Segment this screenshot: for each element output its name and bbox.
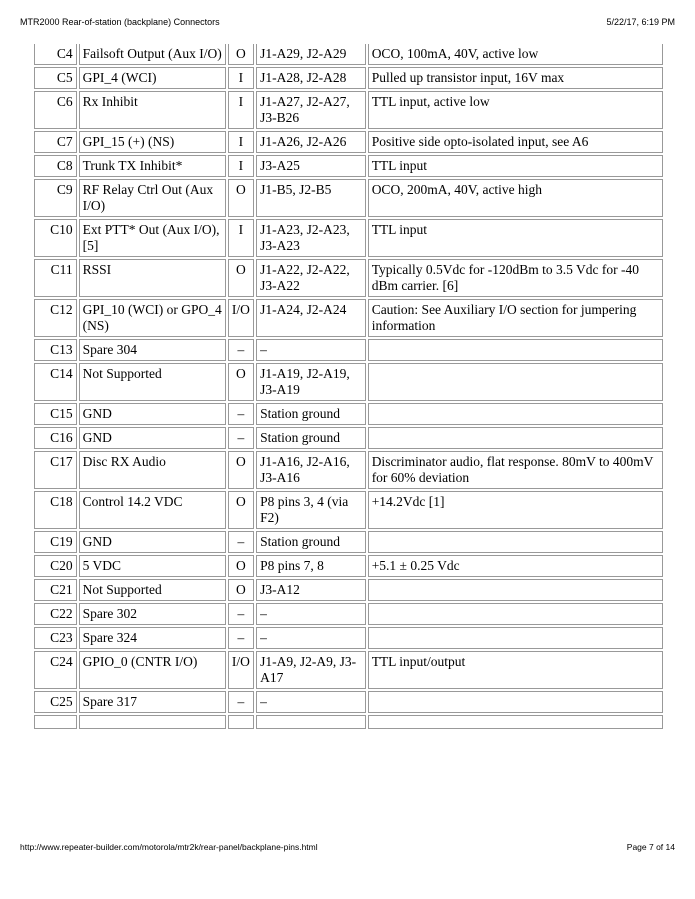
direction-cell: – <box>228 427 254 449</box>
table-row <box>34 179 663 217</box>
pin-cell: C13 <box>34 339 77 361</box>
table-row <box>34 555 663 577</box>
pin-table-body <box>34 44 663 729</box>
table-row <box>34 259 663 297</box>
page-header-title: MTR2000 Rear-of-station (backplane) Connectors <box>20 17 220 27</box>
table-row <box>34 531 663 553</box>
empty-cell <box>34 715 77 729</box>
signal-name-cell: RF Relay Ctrl Out (Aux I/O) <box>79 179 226 217</box>
description-cell: Typically 0.5Vdc for -120dBm to 3.5 Vdc for -40 dBm carrier. [6] <box>368 259 663 297</box>
connector-cell: J1-A26, J2-A26 <box>256 131 366 153</box>
signal-name-cell: GPIO_0 (CNTR I/O) <box>79 651 226 689</box>
pin-cell: C5 <box>34 67 77 89</box>
pin-cell: C15 <box>34 403 77 425</box>
direction-cell: I <box>228 91 254 129</box>
direction-cell: – <box>228 403 254 425</box>
connector-cell: – <box>256 691 366 713</box>
table-row <box>34 67 663 89</box>
pin-cell: C24 <box>34 651 77 689</box>
direction-cell: O <box>228 363 254 401</box>
signal-name-cell: Not Supported <box>79 579 226 601</box>
connector-cell: – <box>256 627 366 649</box>
table-row <box>34 579 663 601</box>
signal-name-cell: Trunk TX Inhibit* <box>79 155 226 177</box>
connector-cell: J1-A9, J2-A9, J3-A17 <box>256 651 366 689</box>
pin-cell: C20 <box>34 555 77 577</box>
signal-name-cell: Failsoft Output (Aux I/O) <box>79 44 226 65</box>
direction-cell: O <box>228 451 254 489</box>
direction-cell: O <box>228 44 254 65</box>
connector-cell: P8 pins 3, 4 (via F2) <box>256 491 366 529</box>
connector-cell: J1-A19, J2-A19, J3-A19 <box>256 363 366 401</box>
description-cell <box>368 627 663 649</box>
direction-cell: I/O <box>228 299 254 337</box>
signal-name-cell: Spare 317 <box>79 691 226 713</box>
table-row <box>34 131 663 153</box>
description-cell <box>368 339 663 361</box>
description-cell: +5.1 ± 0.25 Vdc <box>368 555 663 577</box>
direction-cell: – <box>228 603 254 625</box>
direction-cell: O <box>228 555 254 577</box>
direction-cell: I <box>228 219 254 257</box>
direction-cell: I <box>228 67 254 89</box>
signal-name-cell: GPI_4 (WCI) <box>79 67 226 89</box>
pin-cell: C25 <box>34 691 77 713</box>
description-cell: Caution: See Auxiliary I/O section for jumpering information <box>368 299 663 337</box>
page-header-datetime: 5/22/17, 6:19 PM <box>606 17 675 27</box>
connector-cell: – <box>256 339 366 361</box>
pin-cell: C22 <box>34 603 77 625</box>
signal-name-cell: Ext PTT* Out (Aux I/O), [5] <box>79 219 226 257</box>
description-cell: Positive side opto-isolated input, see A6 <box>368 131 663 153</box>
table-row <box>34 627 663 649</box>
connector-cell: J3-A12 <box>256 579 366 601</box>
description-cell <box>368 403 663 425</box>
direction-cell: – <box>228 691 254 713</box>
description-cell: +14.2Vdc [1] <box>368 491 663 529</box>
table-row <box>34 219 663 257</box>
pin-table-container <box>32 42 665 828</box>
pin-cell: C7 <box>34 131 77 153</box>
signal-name-cell: Spare 304 <box>79 339 226 361</box>
description-cell: OCO, 100mA, 40V, active low <box>368 44 663 65</box>
description-cell: TTL input <box>368 155 663 177</box>
table-row <box>34 363 663 401</box>
empty-cell <box>256 715 366 729</box>
table-row <box>34 451 663 489</box>
table-row <box>34 339 663 361</box>
pin-cell: C18 <box>34 491 77 529</box>
connector-cell: J1-A23, J2-A23, J3-A23 <box>256 219 366 257</box>
direction-cell: I <box>228 155 254 177</box>
page-footer-url: http://www.repeater-builder.com/motorola/mtr2k/rear-panel/backplane-pins.html <box>20 842 318 852</box>
connector-cell: J3-A25 <box>256 155 366 177</box>
table-row <box>34 155 663 177</box>
description-cell <box>368 531 663 553</box>
pin-cell: C6 <box>34 91 77 129</box>
description-cell: TTL input, active low <box>368 91 663 129</box>
signal-name-cell: Spare 302 <box>79 603 226 625</box>
description-cell: Pulled up transistor input, 16V max <box>368 67 663 89</box>
connector-cell: – <box>256 603 366 625</box>
signal-name-cell: GPI_15 (+) (NS) <box>79 131 226 153</box>
pin-cell: C8 <box>34 155 77 177</box>
connector-cell: J1-A27, J2-A27, J3-B26 <box>256 91 366 129</box>
pin-cell: C4 <box>34 44 77 65</box>
signal-name-cell: Spare 324 <box>79 627 226 649</box>
description-cell: OCO, 200mA, 40V, active high <box>368 179 663 217</box>
table-row <box>34 603 663 625</box>
description-cell <box>368 691 663 713</box>
pin-cell: C17 <box>34 451 77 489</box>
connector-cell: P8 pins 7, 8 <box>256 555 366 577</box>
connector-cell: Station ground <box>256 531 366 553</box>
table-row <box>34 403 663 425</box>
direction-cell: I/O <box>228 651 254 689</box>
direction-cell: I <box>228 131 254 153</box>
connector-cell: J1-B5, J2-B5 <box>256 179 366 217</box>
direction-cell: – <box>228 339 254 361</box>
signal-name-cell: GPI_10 (WCI) or GPO_4 (NS) <box>79 299 226 337</box>
description-cell: Discriminator audio, flat response. 80mV to 400mV for 60% deviation <box>368 451 663 489</box>
page-footer-page-number: Page 7 of 14 <box>626 842 675 852</box>
connector-cell: J1-A22, J2-A22, J3-A22 <box>256 259 366 297</box>
signal-name-cell: Control 14.2 VDC <box>79 491 226 529</box>
table-row <box>34 427 663 449</box>
signal-name-cell: GND <box>79 427 226 449</box>
signal-name-cell: Rx Inhibit <box>79 91 226 129</box>
pin-table <box>32 42 665 731</box>
description-cell <box>368 579 663 601</box>
description-cell: TTL input <box>368 219 663 257</box>
direction-cell: – <box>228 627 254 649</box>
connector-cell: J1-A16, J2-A16, J3-A16 <box>256 451 366 489</box>
signal-name-cell: GND <box>79 403 226 425</box>
signal-name-cell: GND <box>79 531 226 553</box>
table-row <box>34 44 663 65</box>
table-row <box>34 299 663 337</box>
connector-cell: Station ground <box>256 403 366 425</box>
pin-cell: C9 <box>34 179 77 217</box>
direction-cell: O <box>228 579 254 601</box>
pin-cell: C12 <box>34 299 77 337</box>
empty-cell <box>79 715 226 729</box>
direction-cell: O <box>228 259 254 297</box>
direction-cell: – <box>228 531 254 553</box>
connector-cell: J1-A28, J2-A28 <box>256 67 366 89</box>
pin-cell: C11 <box>34 259 77 297</box>
description-cell <box>368 363 663 401</box>
empty-cell <box>368 715 663 729</box>
description-cell: TTL input/output <box>368 651 663 689</box>
pin-cell: C14 <box>34 363 77 401</box>
description-cell <box>368 603 663 625</box>
pin-cell: C19 <box>34 531 77 553</box>
pin-cell: C10 <box>34 219 77 257</box>
table-row <box>34 691 663 713</box>
table-row <box>34 491 663 529</box>
connector-cell: J1-A24, J2-A24 <box>256 299 366 337</box>
empty-cell <box>228 715 254 729</box>
direction-cell: O <box>228 491 254 529</box>
connector-cell: Station ground <box>256 427 366 449</box>
signal-name-cell: RSSI <box>79 259 226 297</box>
signal-name-cell: Disc RX Audio <box>79 451 226 489</box>
description-cell <box>368 427 663 449</box>
pin-cell: C23 <box>34 627 77 649</box>
pin-cell: C21 <box>34 579 77 601</box>
table-row <box>34 651 663 689</box>
direction-cell: O <box>228 179 254 217</box>
table-row <box>34 91 663 129</box>
signal-name-cell: Not Supported <box>79 363 226 401</box>
signal-name-cell: 5 VDC <box>79 555 226 577</box>
pin-cell: C16 <box>34 427 77 449</box>
table-row-continuation <box>34 715 663 729</box>
connector-cell: J1-A29, J2-A29 <box>256 44 366 65</box>
